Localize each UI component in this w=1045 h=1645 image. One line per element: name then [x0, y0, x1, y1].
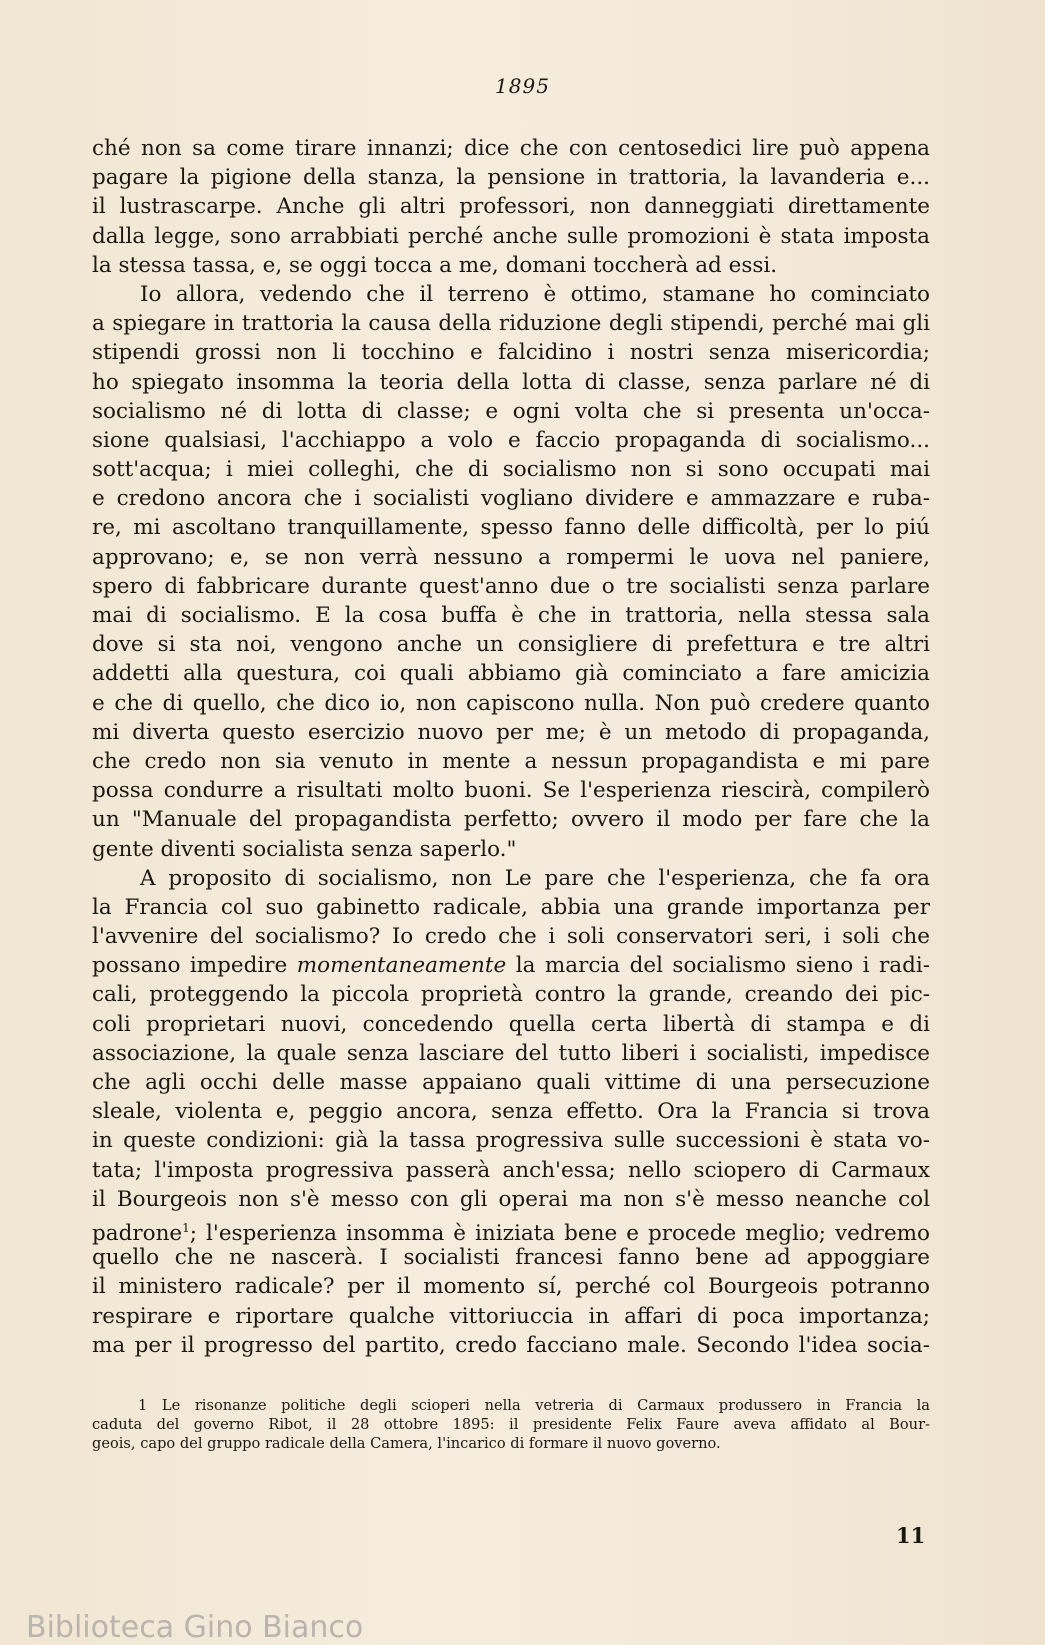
text-line: la stessa tassa, e, se oggi tocca a me, domani toccherà ad essi. — [92, 252, 778, 278]
text-line: e credono ancora che i socialisti vogliano dividere e ammazzare e ruba- — [92, 486, 930, 512]
text-line: gente diventi socialista senza saperlo." — [92, 836, 517, 862]
text-line: che agli occhi delle masse appaiano quali vittime di una persecuzione — [92, 1070, 930, 1095]
text-line: ho spiegato insomma la teoria della lotta di classe, senza parlare né di — [92, 369, 930, 395]
text-line: mi diverta questo esercizio nuovo per me; è un metodo di propaganda, — [92, 719, 930, 745]
text-line: associazione, la quale senza lasciare del tutto liberi i socialisti, impedisce — [92, 1040, 930, 1066]
text-line-with-footnote-ref — [92, 1214, 930, 1247]
library-watermark: Biblioteca Gino Bianco — [26, 1610, 364, 1645]
text-line: addetti alla questura, coi quali abbiamo già cominciato a fare amicizia — [92, 661, 930, 687]
text-line: quello che ne nascerà. I socialisti francesi fanno bene ad appoggiare — [92, 1245, 930, 1271]
footnote — [92, 1396, 930, 1453]
text-line: la Francia col suo gabinetto radicale, abbia una grande importanza per — [92, 894, 930, 920]
main-text — [92, 134, 930, 1360]
text-line: cali, proteggendo la piccola proprietà contro la grande, creando dei pic- — [92, 982, 930, 1008]
text-line: un "Manuale del propagandista perfetto; ovvero il modo per fare che la — [92, 807, 930, 833]
text-line: il ministero radicale? per il momento sí, perché col Bourgeois potranno — [92, 1274, 930, 1300]
text-fragment: padrone — [92, 1221, 183, 1247]
text-line: il lustrascarpe. Anche gli altri professori, non danneggiati direttamente — [92, 194, 930, 220]
text-line: A proposito di socialismo, non Le pare che l'esperienza, che fa ora — [140, 865, 930, 891]
running-head-year: 1895 — [495, 74, 550, 98]
text-line: ché non sa come tirare innanzi; dice che con centosedici lire può appena — [92, 136, 930, 161]
text-line: socialismo né di lotta di classe; e ogni volta che si presenta un'occa- — [92, 398, 930, 424]
text-line: tata; l'imposta progressiva passerà anch'essa; nello sciopero di Carmaux — [92, 1157, 930, 1183]
text-line: coli proprietari nuovi, concedendo quella certa libertà di stampa e di — [92, 1011, 930, 1037]
text-line: il Bourgeois non s'è messo con gli operai ma non s'è messo neanche col — [92, 1186, 930, 1212]
footnote-reference[interactable]: 1 — [182, 1220, 190, 1235]
text-line: l'avvenire del socialismo? Io credo che i soli conservatori seri, i soli che — [92, 924, 930, 950]
text-line: ma per il progresso del partito, credo facciano male. Secondo l'idea socia- — [92, 1332, 930, 1358]
text-line: a spiegare in trattoria la causa della riduzione degli stipendi, perché mai gli — [92, 311, 930, 337]
italic-emphasis: momentaneamente — [296, 953, 507, 979]
footnote-line: caduta del governo Ribot, il 28 ottobre 1895: il presidente Felix Faure aveva affidato al Bour- — [92, 1416, 930, 1433]
text-line: sleale, violenta e, peggio ancora, senza effetto. Ora la Francia si trova — [92, 1099, 930, 1125]
text-line: in queste condizioni: già la tassa progressiva sulle successioni è stata vo- — [92, 1128, 930, 1154]
page-number: 11 — [896, 1523, 926, 1548]
footnote-line: geois, capo del gruppo radicale della Camera, l'incarico di formare il nuovo governo. — [92, 1435, 721, 1452]
text-line: Io allora, vedendo che il terreno è ottimo, stamane ho cominciato — [140, 281, 930, 307]
text-line: dalla legge, sono arrabbiati perché anche sulle promozioni è stata imposta — [92, 223, 930, 249]
text-line: pagare la pigione della stanza, la pensione in trattoria, la lavanderia e... — [92, 165, 930, 191]
text-fragment: ; l'esperienza insomma è iniziata bene e procede meglio; vedremo — [189, 1221, 930, 1247]
text-line: stipendi grossi non li tocchino e falcidino i nostri senza misericordia; — [92, 340, 930, 366]
text-fragment: la marcia del socialismo sieno i radi- — [515, 953, 930, 979]
text-line-with-italic — [92, 951, 930, 980]
text-fragment: possano impedire — [92, 953, 288, 979]
text-line: dove si sta noi, vengono anche un consigliere di prefettura e tre altri — [92, 632, 930, 658]
footnote-line: 1 Le risonanze politiche degli scioperi nella vetreria di Carmaux produssero in Francia la — [138, 1397, 930, 1414]
text-line: che credo non sia venuto in mente a nessun propagandista e mi pare — [92, 748, 930, 774]
text-line: possa condurre a risultati molto buoni. Se l'esperienza riescirà, compilerò — [92, 778, 930, 804]
text-line: spero di fabbricare durante quest'anno due o tre socialisti senza parlare — [92, 573, 930, 599]
text-line: e che di quello, che dico io, non capiscono nulla. Non può credere quanto — [92, 690, 930, 716]
text-line: sott'acqua; i miei colleghi, che di socialismo non si sono occupati mai — [92, 457, 930, 483]
text-line: approvano; e, se non verrà nessuno a rompermi le uova nel paniere, — [92, 544, 930, 570]
text-line: mai di socialismo. E la cosa buffa è che in trattoria, nella stessa sala — [92, 603, 930, 628]
text-line: sione qualsiasi, l'acchiappo a volo e faccio propaganda di socialismo... — [92, 427, 930, 453]
text-line: respirare e riportare qualche vittoriuccia in affari di poca importanza; — [92, 1303, 930, 1329]
text-line: re, mi ascoltano tranquillamente, spesso fanno delle difficoltà, per lo piú — [92, 515, 930, 541]
